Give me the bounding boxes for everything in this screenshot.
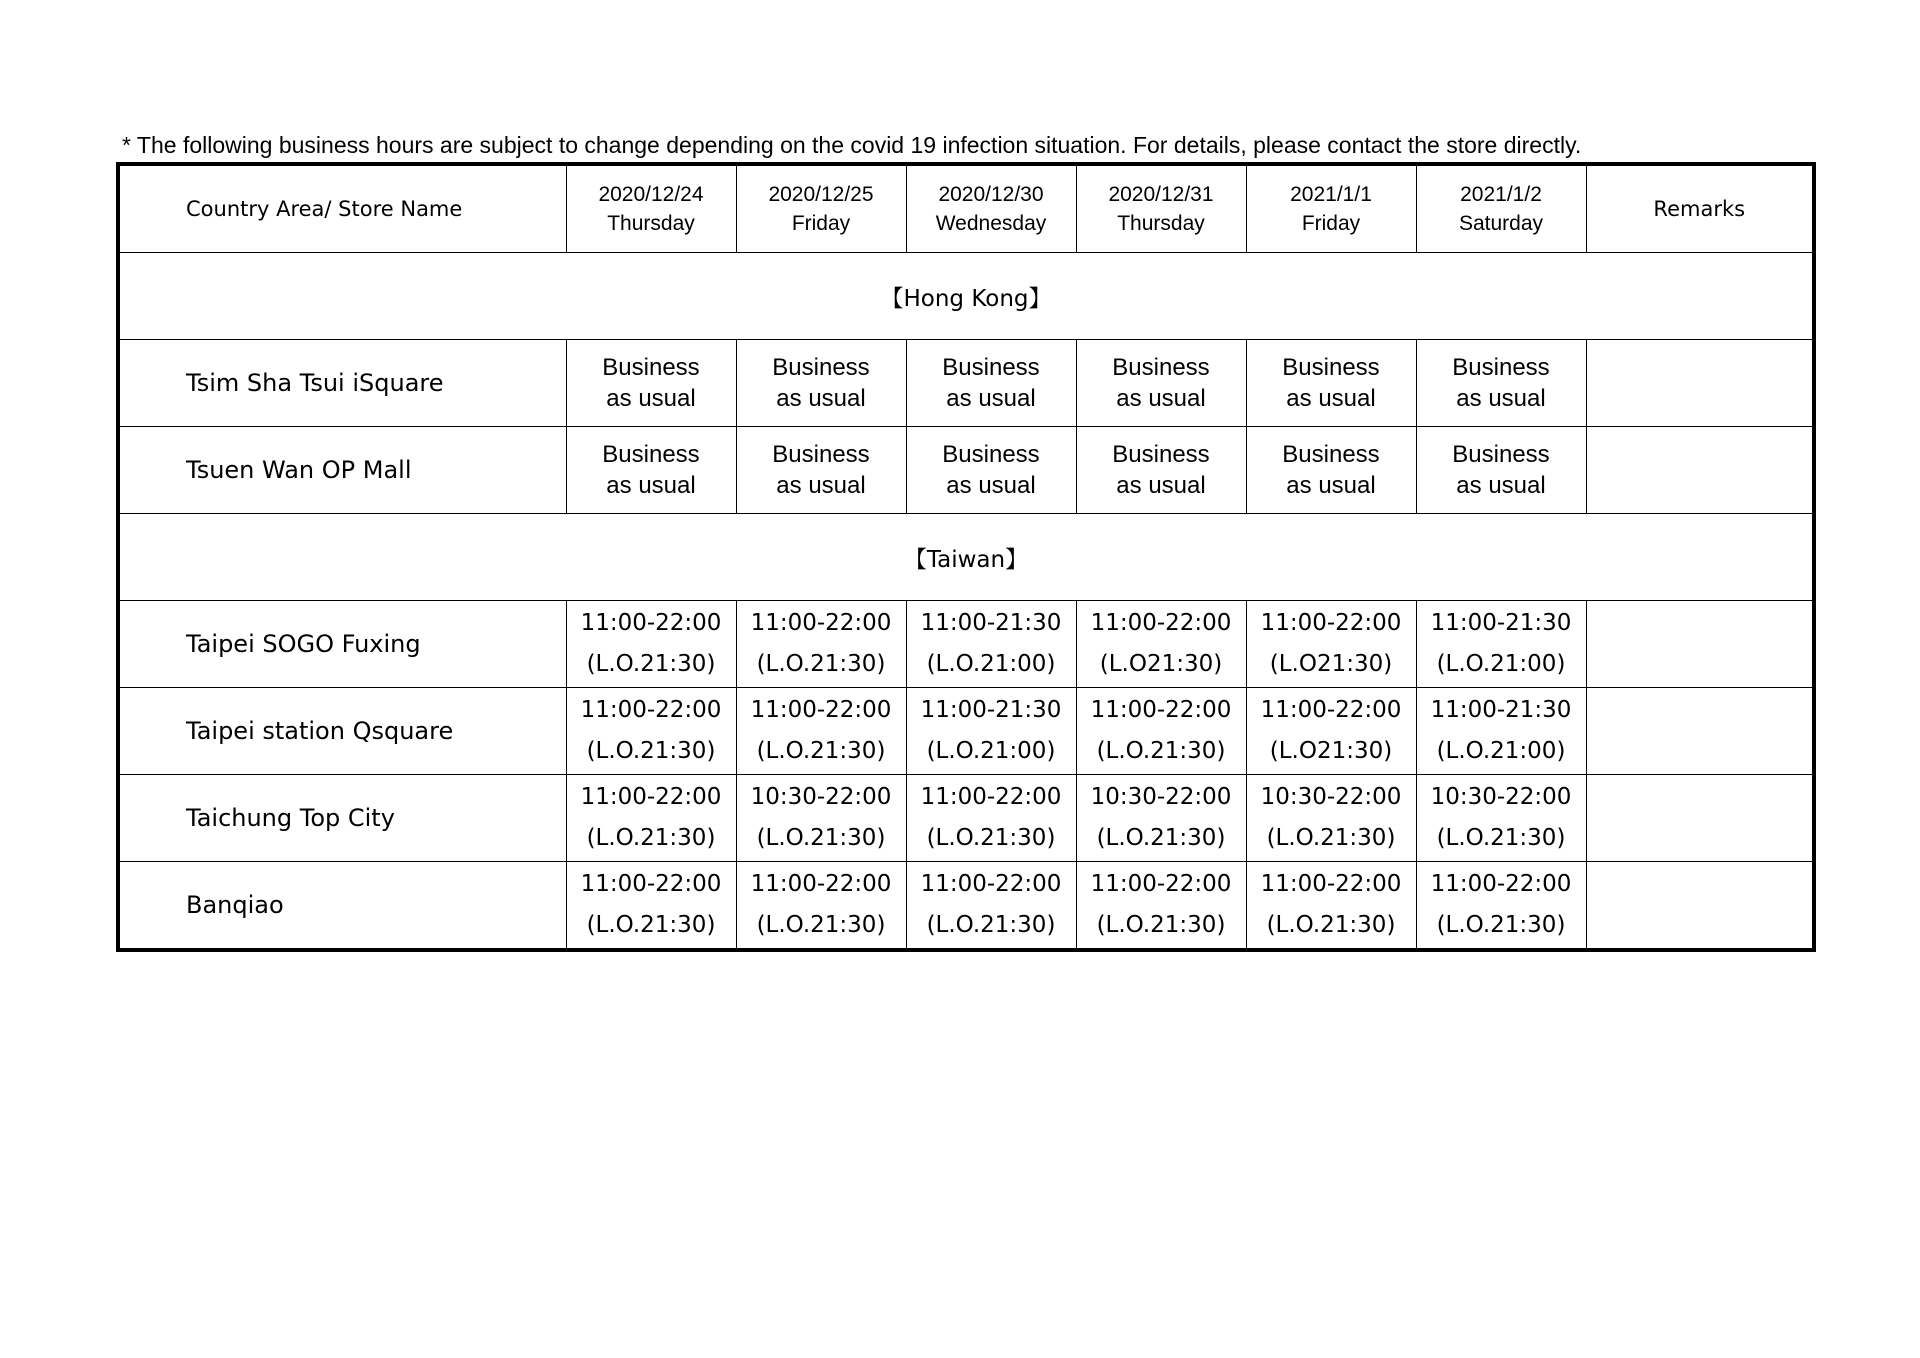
cell-line-primary: Business [942,441,1040,468]
cell-line-primary: Business [1452,354,1550,381]
hours-cell [1246,688,1416,775]
status-cell [1246,427,1416,514]
remarks-cell [1586,340,1814,427]
cell-line-primary: Business [602,354,700,381]
cell-line-secondary: (L.O21:30) [1099,651,1223,677]
store-name: Taipei station Qsquare [118,688,566,775]
cell-line-primary: 11:00-22:00 [1430,871,1572,897]
cell-line-secondary: as usual [776,472,866,499]
cell-line-secondary: (L.O.21:30) [756,738,886,764]
cell-line-secondary: (L.O.21:30) [756,651,886,677]
cell-line-primary: 11:00-21:30 [920,697,1062,723]
day-column-header: 2020/12/30 Wednesday [906,164,1076,253]
cell-line-secondary: as usual [1456,472,1546,499]
cell-line-primary: 11:00-22:00 [580,871,722,897]
cell-line-secondary: as usual [1286,385,1376,412]
status-cell [906,427,1076,514]
store-name: Taichung Top City [118,775,566,862]
cell-line-secondary: as usual [1116,385,1206,412]
hours-cell [906,601,1076,688]
cell-line-primary: 10:30-22:00 [1090,784,1232,810]
cell-line-primary: 11:00-22:00 [750,871,892,897]
cell-line-secondary: (L.O.21:30) [1096,825,1226,851]
cell-line-primary: 11:00-22:00 [580,784,722,810]
business-hours-table [116,162,1816,952]
cell-line-secondary: as usual [1456,385,1546,412]
hours-cell [566,601,736,688]
cell-line-secondary: as usual [1116,472,1206,499]
cell-line-secondary: as usual [946,385,1036,412]
cell-line-primary: Business [1112,441,1210,468]
status-cell [1076,340,1246,427]
cell-line-secondary: as usual [606,472,696,499]
day-column-header: 2021/1/2 Saturday [1416,164,1586,253]
cell-line-secondary: (L.O.21:30) [1436,912,1566,938]
status-cell [736,340,906,427]
covid-notice: * The following business hours are subject to change depending on the covid 19 infection situation. For details, please contact the store directly. [122,132,1582,158]
status-cell [1416,427,1586,514]
status-cell [566,340,736,427]
hours-cell [566,775,736,862]
cell-line-secondary: as usual [946,472,1036,499]
cell-line-secondary: as usual [606,385,696,412]
hours-cell [566,688,736,775]
cell-line-secondary: (L.O.21:30) [756,825,886,851]
table-body [118,253,1814,951]
status-cell [1246,340,1416,427]
cell-line-primary: Business [1452,441,1550,468]
cell-line-secondary: (L.O.21:30) [586,651,716,677]
cell-line-primary: Business [1112,354,1210,381]
cell-line-secondary: (L.O.21:30) [586,825,716,851]
cell-line-secondary: (L.O.21:30) [1266,912,1396,938]
remarks-cell [1586,775,1814,862]
cell-line-primary: 11:00-22:00 [750,697,892,723]
cell-line-secondary: (L.O.21:30) [1096,738,1226,764]
cell-line-primary: 10:30-22:00 [1260,784,1402,810]
cell-line-secondary: (L.O.21:00) [1436,651,1566,677]
cell-line-secondary: (L.O.21:00) [926,651,1056,677]
store-name: Taipei SOGO Fuxing [118,601,566,688]
cell-line-primary: 11:00-22:00 [1260,610,1402,636]
cell-line-primary: 11:00-21:30 [1430,610,1572,636]
status-cell [906,340,1076,427]
cell-line-primary: 10:30-22:00 [750,784,892,810]
cell-line-secondary: as usual [776,385,866,412]
cell-line-primary: 11:00-22:00 [1090,610,1232,636]
status-cell [736,427,906,514]
cell-line-secondary: (L.O.21:30) [926,912,1056,938]
cell-line-primary: Business [772,441,870,468]
hours-cell [566,862,736,951]
store-name: Tsuen Wan OP Mall [118,427,566,514]
status-cell [566,427,736,514]
cell-line-primary: 11:00-21:30 [1430,697,1572,723]
table-row [118,688,1814,775]
region-heading: 【Hong Kong】 [118,253,1814,340]
hours-cell [906,862,1076,951]
hours-cell [906,775,1076,862]
cell-line-primary: 11:00-22:00 [1090,871,1232,897]
hours-cell [1246,775,1416,862]
region-heading: 【Taiwan】 [118,514,1814,601]
hours-cell [1416,688,1586,775]
store-column-header: Country Area/ Store Name [118,164,566,253]
hours-cell [736,601,906,688]
cell-line-primary: Business [942,354,1040,381]
table-row [118,340,1814,427]
cell-line-primary: 11:00-22:00 [1260,871,1402,897]
hours-cell [1076,688,1246,775]
remarks-cell [1586,688,1814,775]
cell-line-primary: Business [772,354,870,381]
hours-cell [1246,862,1416,951]
table-row [118,601,1814,688]
day-column-header: 2020/12/24 Thursday [566,164,736,253]
hours-cell [1076,601,1246,688]
cell-line-primary: 11:00-22:00 [1090,697,1232,723]
table-row [118,427,1814,514]
status-cell [1076,427,1246,514]
cell-line-secondary: (L.O.21:30) [586,738,716,764]
hours-cell [736,688,906,775]
cell-line-primary: 11:00-21:30 [920,610,1062,636]
cell-line-secondary: (L.O21:30) [1269,738,1393,764]
cell-line-primary: 11:00-22:00 [920,871,1062,897]
cell-line-secondary: (L.O.21:30) [1096,912,1226,938]
remarks-column-header: Remarks [1586,164,1814,253]
store-name: Banqiao [118,862,566,951]
cell-line-primary: 11:00-22:00 [920,784,1062,810]
hours-cell [1246,601,1416,688]
day-column-header: 2020/12/31 Thursday [1076,164,1246,253]
cell-line-secondary: (L.O.21:30) [926,825,1056,851]
cell-line-primary: Business [1282,354,1380,381]
hours-cell [1416,862,1586,951]
remarks-cell [1586,862,1814,951]
hours-cell [736,775,906,862]
cell-line-primary: 10:30-22:00 [1430,784,1572,810]
cell-line-secondary: (L.O.21:30) [1266,825,1396,851]
hours-cell [736,862,906,951]
region-row [118,253,1814,340]
status-cell [1416,340,1586,427]
remarks-cell [1586,427,1814,514]
cell-line-secondary: as usual [1286,472,1376,499]
cell-line-secondary: (L.O.21:00) [926,738,1056,764]
region-row [118,514,1814,601]
cell-line-secondary: (L.O.21:00) [1436,738,1566,764]
cell-line-primary: Business [1282,441,1380,468]
store-name: Tsim Sha Tsui iSquare [118,340,566,427]
cell-line-primary: 11:00-22:00 [750,610,892,636]
cell-line-secondary: (L.O.21:30) [756,912,886,938]
cell-line-secondary: (L.O.21:30) [1436,825,1566,851]
hours-cell [1076,862,1246,951]
table-row [118,775,1814,862]
header-row [118,164,1814,253]
hours-cell [1416,601,1586,688]
cell-line-primary: 11:00-22:00 [580,697,722,723]
hours-cell [906,688,1076,775]
cell-line-primary: 11:00-22:00 [1260,697,1402,723]
cell-line-secondary: (L.O21:30) [1269,651,1393,677]
cell-line-primary: 11:00-22:00 [580,610,722,636]
table-row [118,862,1814,951]
cell-line-secondary: (L.O.21:30) [586,912,716,938]
day-column-header: 2021/1/1 Friday [1246,164,1416,253]
hours-cell [1076,775,1246,862]
hours-cell [1416,775,1586,862]
remarks-cell [1586,601,1814,688]
cell-line-primary: Business [602,441,700,468]
day-column-header: 2020/12/25 Friday [736,164,906,253]
